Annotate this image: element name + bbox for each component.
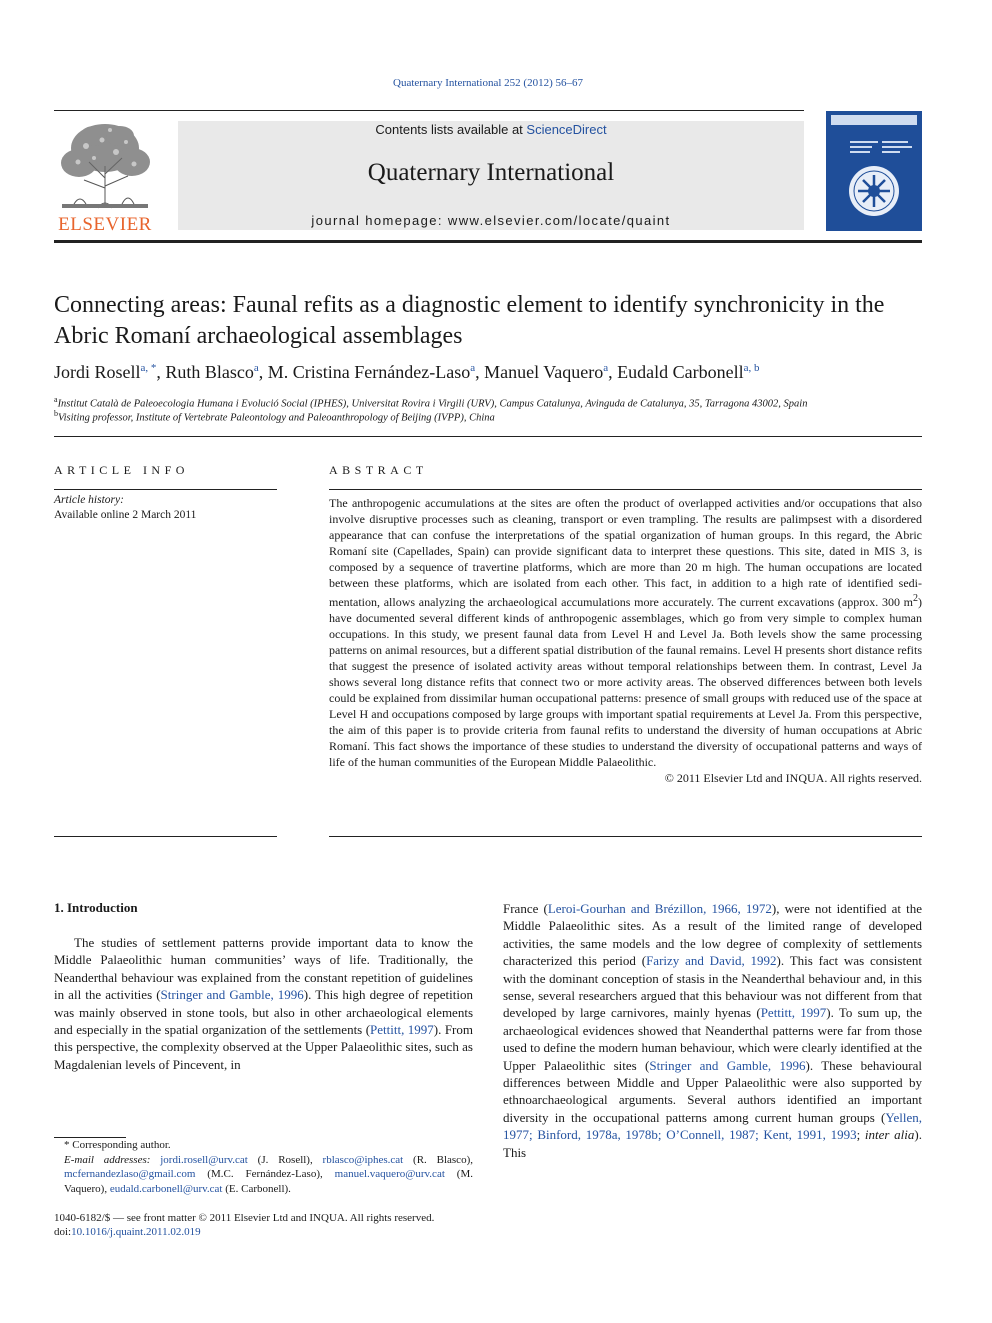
citation-link[interactable]: Yellen, 1977; Binford, 1978a, 1978b; O’Connell, 1987; Kent, 1991, 1993: [503, 1109, 922, 1143]
cover-emblem-icon: [846, 163, 902, 219]
email-addresses-note: [54, 1153, 473, 1197]
email-owner: (R. Blasco),: [403, 1153, 473, 1166]
author-affiliation-mark[interactable]: a: [253, 362, 259, 374]
contents-prefix: Contents lists available at: [375, 122, 527, 137]
article-info-heading: ARTICLE INFO: [54, 463, 189, 477]
abstract-text-part: ) have documented several different kinds of anthropogenic assemblages, which go from very simple to complex human occupations. In this study, we present faunal data from Level H and Level Ja. Both levels show the same processing patterns on animal resources, but a different spatial distribution of the faunal remains. Level H presents short distance refits that suggest the presence of isolated activity areas without temporal relationships between them. In contrast, Level Ja shows several long distance refits that connect two or more activity areas. The observed differences between both levels could be explained from dissimilar human occupational patterns: presence of small groups with reduced use of the space at Level H and occupations composed by large groups with important spatial requirements at Level Ja. From this perspective, the aim of this paper is to provide criteria from faunal refits to understand the diversity of human occupations at Abric Romaní. This fact shows the importance of these studies to understand the diversity of occupational patterns and ways of life of the human communities of the European Middle Palaeolithic.: [329, 595, 922, 769]
italic-text: inter alia: [864, 1127, 915, 1143]
front-matter-line: 1040-6182/$ — see front matter © 2011 Elsevier Ltd and INQUA. All rights reserved.: [54, 1212, 435, 1224]
journal-name: Quaternary International: [367, 159, 615, 186]
author-list: [54, 362, 934, 383]
abstract-bottom-rule: [329, 836, 922, 837]
author-name[interactable]: Ruth Blasco: [165, 362, 254, 382]
citation-link[interactable]: Farizy and David, 1992: [646, 953, 777, 969]
journal-cover-thumbnail[interactable]: [826, 111, 922, 231]
body-text: ). This high degree of repetition was mainly observed in stone tools, but also in other archaeological elements and especially in the spatial organization of the settlements (: [54, 987, 473, 1038]
article-info-top-rule: [54, 489, 277, 490]
author-name[interactable]: M. Cristina Fernández-Laso: [267, 362, 471, 382]
email-link[interactable]: mcfernandezlaso@gmail.com: [64, 1168, 196, 1180]
journal-masthead: [178, 121, 804, 230]
homepage-line: [178, 213, 804, 228]
introduction-paragraph: [503, 900, 922, 1161]
header-bottom-rule: [54, 240, 922, 243]
author-affiliation-mark[interactable]: a, b: [743, 362, 760, 374]
cover-text-block-icon: [850, 139, 912, 163]
citation-link[interactable]: Stringer and Gamble, 1996: [160, 987, 304, 1003]
author-separator: ,: [258, 362, 268, 382]
abstract-text-part: The anthropogenic accumulations at the sites are often the product of overlapped activities and/or occupations that also involve disruptive processes such as cleaning, transport or even trampling. The results are palimpsest with a disordered appearance that can confuse the interpretations of the spatial organization of human groups. In this regard, the Abric Romaní site (Capellades, Spain) can provide significant data to interpret these questions. This site, dated in MIS 3, is composed by a sequence of travertine platforms, which are more than 20 m high. The human occupations are located between these platforms, which are isolated from each other. This fact, in addition to a high rate of identified sedimentation, allows analyzing the archaeological accumulations more accurately. The current excavations (approx. 300 m: [329, 496, 922, 609]
abstract-top-rule: [329, 489, 922, 490]
author-affiliation-mark[interactable]: a, *: [140, 362, 157, 374]
introduction-paragraph: [54, 934, 473, 1073]
sciencedirect-link[interactable]: ScienceDirect: [526, 122, 607, 137]
body-text: ). This: [503, 1127, 922, 1160]
affiliation-b: [54, 409, 934, 424]
affiliation-a: [54, 395, 934, 410]
corresponding-author-note: * Corresponding author.: [64, 1139, 171, 1151]
available-online-date: Available online 2 March 2011: [54, 509, 197, 521]
footnotes: [54, 1138, 473, 1196]
doi-prefix: doi:: [54, 1226, 72, 1238]
body-text: The studies of settlement patterns provide important data to know the Middle Palaeolithic human communities’ ways of life. Traditionally, the Neanderthal behaviour was explained from the constant repetition of guidelines in all the activities (: [54, 935, 473, 1003]
affiliation-text: Institut Català de Paleoecologia Humana i Evolució Social (IPHES), Universitat Rovira i Virgili (URV), Campus Catalunya, Avinguda de Catalunya, 35, Tarragona 43002, Spain: [57, 398, 808, 410]
affiliation-mark: b: [54, 409, 58, 418]
introduction-heading: 1. Introduction: [54, 900, 138, 915]
author-name[interactable]: Jordi Rosell: [54, 362, 141, 382]
doi-line: [54, 1226, 201, 1238]
citation-link[interactable]: Pettitt, 1997: [760, 1005, 827, 1021]
article-history-label: Article history:: [54, 494, 124, 506]
body-text: France (: [503, 901, 548, 916]
introduction-right-column: [503, 900, 922, 1161]
header-top-rule: [54, 110, 804, 111]
email-addresses-label: E-mail addresses:: [64, 1153, 151, 1166]
email-owner: (M.C. Fernández-Laso),: [195, 1168, 335, 1180]
author-affiliation-mark[interactable]: a: [603, 362, 609, 374]
citation-link[interactable]: Pettitt, 1997: [370, 1022, 434, 1038]
body-text: ). These behavioural differences between Middle and Upper Palaeolithic were also supported by ethnoarchaeological arguments. Several authors identified an important diversity in the occupational patterns among current human groups (: [503, 1057, 922, 1125]
body-text: ). From this perspective, the complexity observed at the Upper Palaeolithic sites, such as Magdalenian levels of Pincevent, in: [54, 1022, 473, 1072]
email-link[interactable]: eudald.carbonell@urv.cat: [109, 1182, 223, 1195]
abstract-superscript: 2: [913, 593, 918, 604]
citation-link[interactable]: Leroi-Gourhan and Brézillon, 1966, 1972: [547, 901, 772, 916]
author-name[interactable]: Manuel Vaquero: [484, 362, 604, 382]
elsevier-wordmark: ELSEVIER: [58, 214, 152, 235]
paper-title: Connecting areas: Faunal refits as a diagnostic element to identify synchronicity in the Abric Romaní archaeological assemblages: [54, 292, 885, 349]
author-separator: ,: [156, 362, 166, 382]
author-affiliation-mark[interactable]: a: [470, 362, 476, 374]
body-text: ). This fact was consistent with the dominant conception of stasis in the Neanderthal behaviour and, in this sense, several researchers argued that this behaviour was not different from that developed by large carnivores, mainly hyenas (: [503, 953, 922, 1021]
journal-reference[interactable]: Quaternary International 252 (2012) 56–67: [393, 77, 583, 89]
body-text: ;: [856, 1127, 865, 1143]
body-text: ). To sum up, the archaeological evidences showed that Neanderthal patterns were far from those used to define the modern human behaviour, which were clearly identified at the Upper Palaeolithic sites (: [503, 1005, 923, 1073]
email-owner: (M. Vaquero),: [64, 1168, 473, 1195]
author-name[interactable]: Eudald Carbonell: [617, 362, 744, 382]
affiliation-text: Visiting professor, Institute of Vertebrate Paleontology and Paleoanthropology of Beijing (IVPP), China: [58, 412, 495, 424]
email-owner: (J. Rosell),: [247, 1153, 323, 1166]
contents-line: [178, 121, 804, 137]
introduction-left-column: [54, 934, 473, 1073]
email-link[interactable]: jordi.rosell@urv.cat: [160, 1153, 248, 1166]
homepage-label: journal homepage:: [311, 213, 448, 228]
citation-link[interactable]: Stringer and Gamble, 1996: [649, 1057, 806, 1073]
doi-link[interactable]: 10.1016/j.quaint.2011.02.019: [71, 1226, 201, 1238]
body-text: ), were not identified at the Middle Palaeolithic sites. As a result of the limited range of developed activities, the same models and the low degree of complexity of settlements characterized this period (: [503, 901, 922, 969]
cover-title-strip: [831, 115, 917, 125]
author-separator: ,: [475, 362, 485, 382]
email-owner: (E. Carbonell).: [222, 1182, 291, 1195]
affiliation-mark: a: [54, 395, 58, 404]
affiliation-rule: [54, 436, 922, 437]
abstract-copyright: © 2011 Elsevier Ltd and INQUA. All rights reserved.: [664, 771, 922, 785]
email-link[interactable]: rblasco@iphes.cat: [322, 1153, 404, 1166]
article-info-bottom-rule: [54, 836, 277, 837]
abstract-body: [329, 495, 922, 786]
email-link[interactable]: manuel.vaquero@urv.cat: [334, 1168, 445, 1180]
homepage-url-link[interactable]: www.elsevier.com/locate/quaint: [447, 213, 671, 228]
abstract-heading: ABSTRACT: [329, 463, 428, 477]
author-separator: ,: [608, 362, 618, 382]
